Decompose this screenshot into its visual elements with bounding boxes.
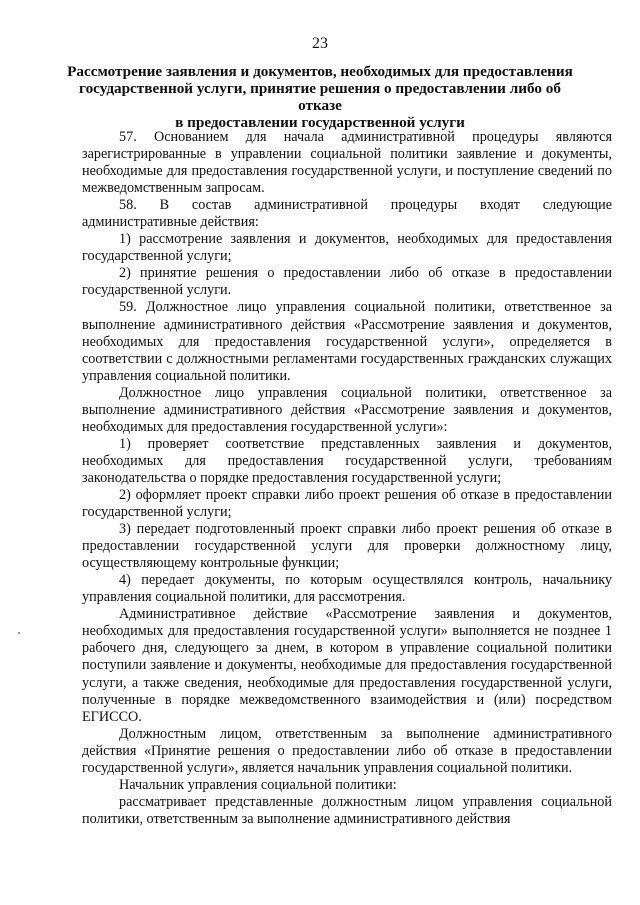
section-title-line: в предоставлении государственной услуги xyxy=(175,114,465,131)
paragraph: 2) оформляет проект справки либо проект решения об отказе в предоставлении государственной услуги; xyxy=(82,486,612,521)
paragraph: Начальник управления социальной политики: xyxy=(119,776,397,793)
paragraph: 57. Основанием для начала административной процедуры являются зарегистрированные в управлении социальной политики заявление и документы, необходимые для предоставления государственной услуги, и поступление сведений по межведомственным запросам. xyxy=(82,129,612,197)
paragraph: Должностным лицом, ответственным за выполнение административного действия «Принятие решения о предоставлении либо об отказе в предоставлении государственной услуги», является начальник управления социальной политики. xyxy=(82,725,612,776)
paragraph: Должностное лицо управления социальной политики, ответственное за выполнение административного действия «Рассмотрение заявления и документов, необходимых для предоставления государственной услуги»: xyxy=(82,384,612,435)
margin-dot xyxy=(18,632,20,634)
page-number: 23 xyxy=(312,35,328,52)
paragraph: 1) рассмотрение заявления и документов, необходимых для предоставления государственной услуги; xyxy=(82,231,612,265)
section-title-line: Рассмотрение заявления и документов, необходимых для предоставления xyxy=(67,63,573,80)
paragraph: 58. В состав административной процедуры входят следующие административные действия: xyxy=(82,197,612,231)
paragraph: 3) передает подготовленный проект справки либо проект решения об отказе в предоставлении государственной услуги для проверки должностному лицу, осуществляющему контрольные функции; xyxy=(82,521,612,572)
paragraph: рассматривает представленные должностным лицом управления социальной политики, ответственным за выполнение административного действия xyxy=(82,793,612,827)
paragraph: 1) проверяет соответствие представленных заявления и документов, необходимых для предоставления государственной услуги, требованиям законодательства о порядке предоставления государственной услуги; xyxy=(82,435,612,486)
document-body xyxy=(82,129,612,828)
section-title-line: государственной услуги, принятие решения о предоставлении либо об отказе xyxy=(79,80,561,114)
section-title xyxy=(60,63,580,131)
paragraph: 59. Должностное лицо управления социальной политики, ответственное за выполнение административного действия «Рассмотрение заявления и документов, необходимых для предоставления государственной услуги», определяется в соответствии с должностными регламентами государственных гражданских служащих управления социальной политики. xyxy=(82,299,612,384)
paragraph: 2) принятие решения о предоставлении либо об отказе в предоставлении государственной услуги. xyxy=(82,265,612,299)
paragraph: Административное действие «Рассмотрение заявления и документов, необходимых для предоставления государственной услуги» выполняется не позднее 1 рабочего дня, следующего за днем, в котором в управление социальной политики поступили заявление и документы, необходимые для предоставления государственной услуги, а также сведения, необходимые для предоставления государственной услуги, полученные в порядке межведомственного взаимодействия и (или) посредством ЕГИССО. xyxy=(82,606,612,725)
paragraph: 4) передает документы, по которым осуществлялся контроль, начальнику управления социальной политики, для рассмотрения. xyxy=(82,572,612,606)
